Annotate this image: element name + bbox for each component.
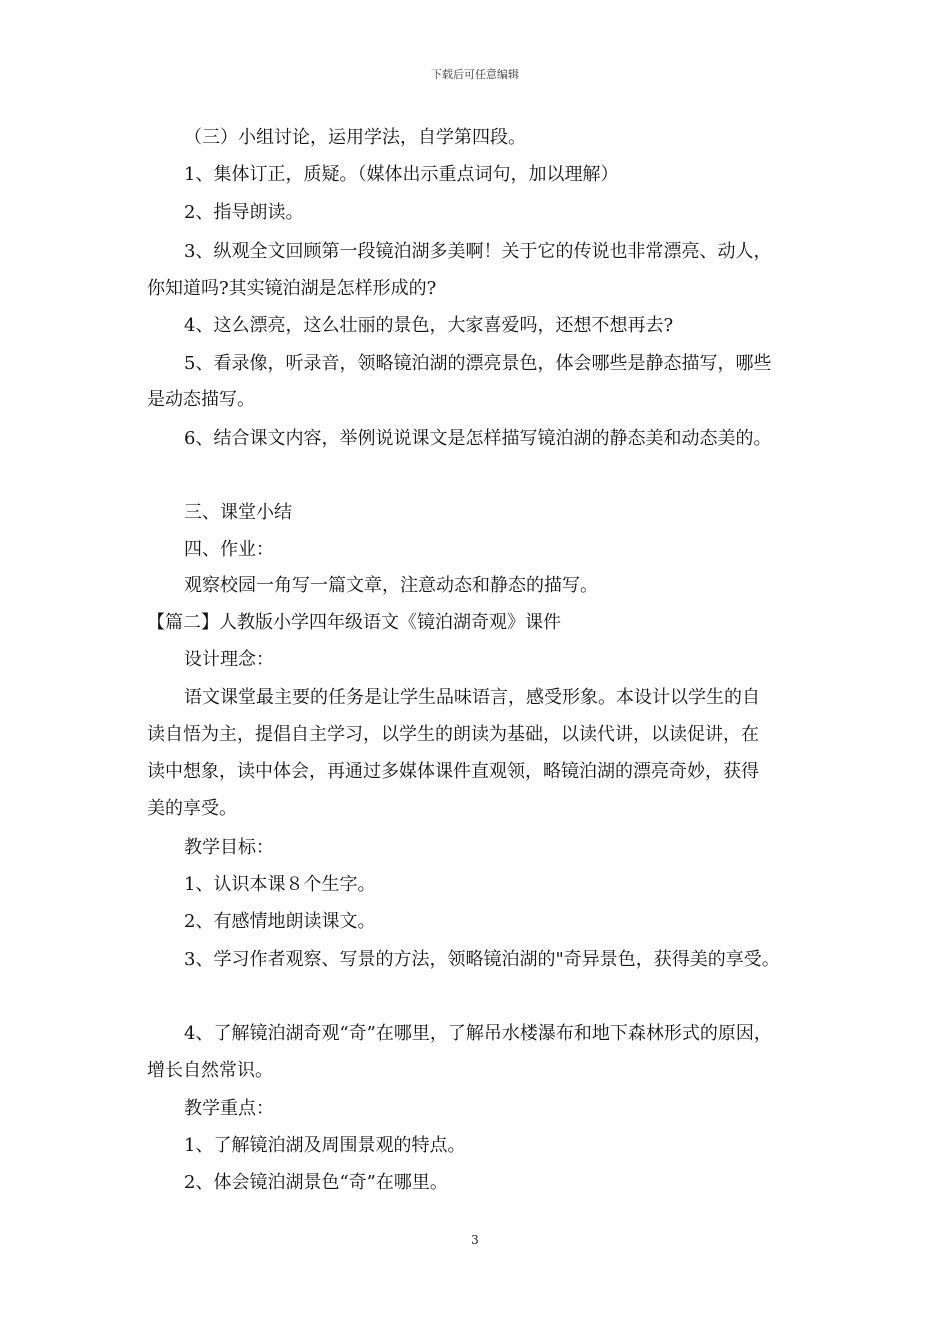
paragraph-line: （三）小组讨论，运用学法，自学第四段。 (184, 127, 526, 148)
section-heading: 设计理念： (184, 649, 274, 670)
paragraph-line: 读自悟为主，提倡自主学习，以学生的朗读为基础，以读代讲，以读促讲，在 (147, 724, 759, 745)
paragraph-line: 4、这么漂亮，这么壮丽的景色，大家喜爱吗，还想不想再去? (184, 315, 674, 336)
paragraph-line: 3、纵观全文回顾第一段镜泊湖多美啊！关于它的传说也非常漂亮、动人， (184, 241, 772, 262)
paragraph-line: 读中想象，读中体会，再通过多媒体课件直观领，略镜泊湖的漂亮奇妙，获得 (147, 761, 759, 782)
paragraph-line: 2、指导朗读。 (184, 202, 304, 223)
paragraph-line: 1、了解镜泊湖及周围景观的特点。 (184, 1135, 466, 1156)
page-header: 下载后可任意编辑 (431, 68, 519, 81)
paragraph-line: 1、集体订正，质疑。（媒体出示重点词句，加以理解） (184, 164, 619, 185)
paragraph-line: 增长自然常识。 (147, 1060, 273, 1081)
section-heading: 三、课堂小结 (184, 502, 292, 523)
paragraph-line: 3、学习作者观察、写景的方法，领略镜泊湖的"奇异景色，获得美的享受。 (184, 949, 780, 970)
paragraph-line: 2、有感情地朗读课文。 (184, 911, 376, 932)
paragraph-line: 1、认识本课８个生字。 (184, 874, 376, 895)
paragraph-line: 5、看录像，听录音，领略镜泊湖的漂亮景色，体会哪些是静态描写，哪些 (184, 353, 772, 374)
section-heading: 教学目标： (184, 837, 274, 858)
paragraph-line: 观察校园一角写一篇文章，注意动态和静态的描写。 (184, 575, 598, 596)
paragraph-line: 4、了解镜泊湖奇观“奇”在哪里，了解吊水楼瀑布和地下森林形式的原因， (184, 1023, 772, 1044)
paragraph-line: 你知道吗?其实镜泊湖是怎样形成的? (147, 278, 437, 299)
paragraph-line: 语文课堂最主要的任务是让学生品味语言，感受形象。本设计以学生的自 (184, 687, 760, 708)
section-heading: 教学重点： (184, 1098, 274, 1119)
paragraph-line: 6、结合课文内容，举例说说课文是怎样描写镜泊湖的静态美和动态美的。 (184, 428, 772, 449)
page-number: 3 (471, 1233, 479, 1247)
part-title: 【篇二】人教版小学四年级语文《镜泊湖奇观》课件 (147, 612, 561, 633)
paragraph-line: 美的享受。 (147, 798, 237, 819)
paragraph-line: 是动态描写。 (147, 389, 255, 410)
paragraph-line: 2、体会镜泊湖景色“奇”在哪里。 (184, 1172, 448, 1193)
section-heading: 四、作业： (184, 539, 274, 560)
